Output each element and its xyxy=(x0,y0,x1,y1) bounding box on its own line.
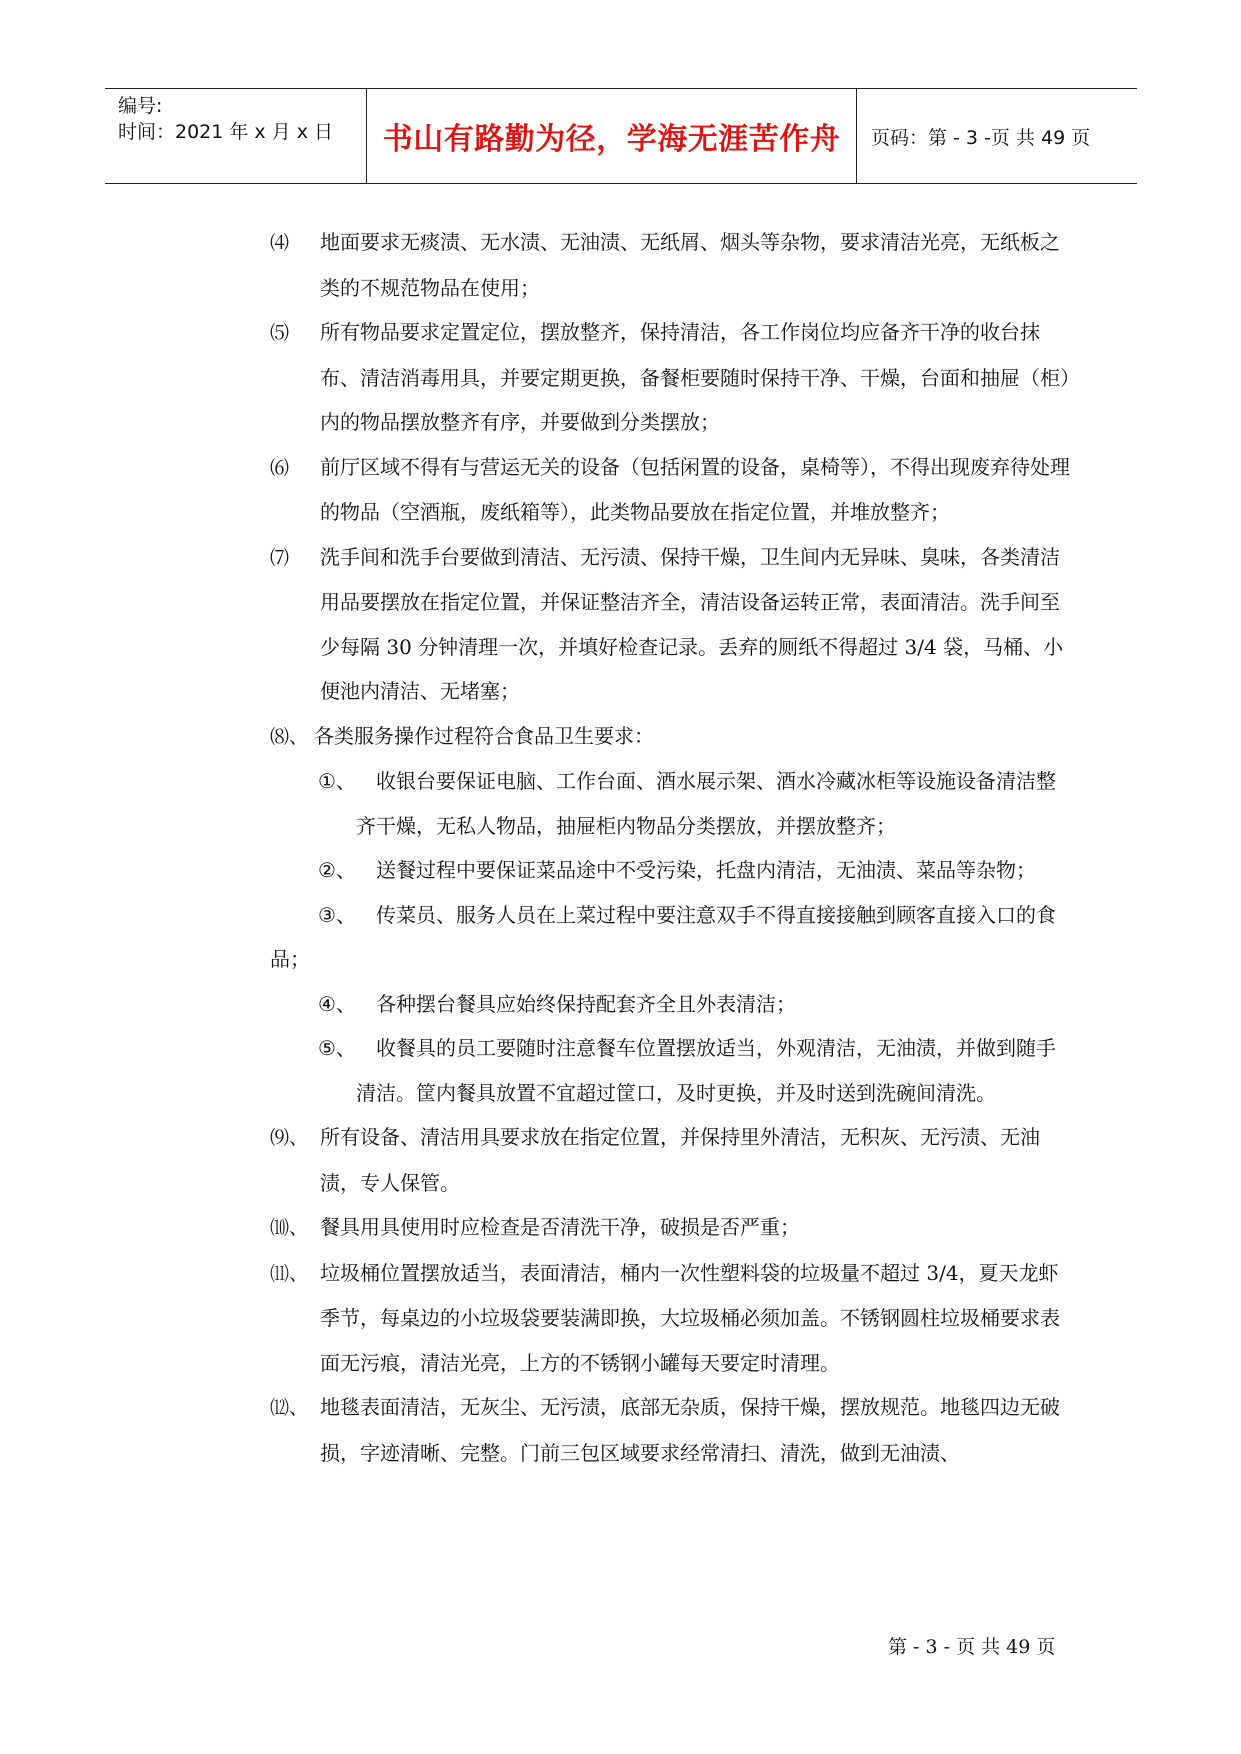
item-text: 地毯表面清洁，无灰尘、无污渍，底部无杂质，保持干燥，摆放规范。地毯四边无破损，字迹清晰、完整。门前三包区域要求经常清扫、清洗，做到无油渍、 xyxy=(320,1395,1060,1465)
sub-item xyxy=(270,759,1070,848)
header-meta xyxy=(105,89,367,183)
page-header xyxy=(105,88,1137,184)
item-text: 各类服务操作过程符合食品卫生要求： xyxy=(314,723,654,748)
sub-item-text: 送餐过程中要保证菜品途中不受污染，托盘内清洁，无油渍、菜品等杂物； xyxy=(376,858,1036,882)
sub-item xyxy=(270,848,1070,893)
item-text: 垃圾桶位置摆放适当，表面清洁，桶内一次性塑料袋的垃圾量不超过 3/4，夏天龙虾季节，每桌边的小垃圾袋要装满即换，大垃圾桶必须加盖。不锈钢圆柱垃圾桶要求表面无污痕，清洁光亮，上方的不锈钢小罐每天要定时清理。 xyxy=(320,1260,1060,1375)
list-item xyxy=(270,1251,1070,1386)
sub-item-marker: ③、 xyxy=(318,902,356,927)
sub-item-text: 各种摆台餐具应始终保持配套齐全且外表清洁； xyxy=(376,991,796,1016)
page-info-text: 页码：第 - 3 -页 共 49 页 xyxy=(871,126,1091,149)
list-item xyxy=(270,220,1070,310)
item-text: 所有设备、清洁用具要求放在指定位置，并保持里外清洁，无积灰、无污渍、无油渍，专人保管。 xyxy=(320,1125,1040,1195)
item-number: ⑸ xyxy=(270,322,290,344)
item-text: 所有物品要求定置定位，摆放整齐，保持清洁，各工作岗位均应备齐干净的收台抹布、清洁消毒用具，并要定期更换，备餐柜要随时保持干净、干燥，台面和抽屉（柜）内的物品摆放整齐有序，并要做到分类摆放； xyxy=(320,320,1070,434)
list-item xyxy=(270,310,1070,445)
item-text: 地面要求无痰渍、无水渍、无油渍、无纸屑、烟头等杂物，要求清洁光亮，无纸板之类的不规范物品在使用； xyxy=(320,230,1060,300)
sub-item-marker: ④、 xyxy=(318,991,356,1016)
page-footer: 第 - 3 - 页 共 49 页 xyxy=(888,1636,1056,1658)
item-number: ⑾、 xyxy=(270,1262,309,1285)
sub-item-text: 收银台要保证电脑、工作台面、酒水展示架、酒水冷藏冰柜等设施设备清洁整齐干燥，无私人物品，抽屉柜内物品分类摆放，并摆放整齐； xyxy=(356,769,1056,838)
motto-text: 书山有路勤为径，学海无涯苦作舟 xyxy=(382,122,841,157)
item-number: ⑺ xyxy=(270,546,290,569)
item-text: 餐具用具使用时应检查是否清洗干净，破损是否严重； xyxy=(320,1215,800,1239)
list-item xyxy=(270,445,1070,535)
time-label: 时间：2021 年 x 月 x 日 xyxy=(118,121,334,143)
item-number: ⑷ xyxy=(270,232,290,254)
item-number: ⑹ xyxy=(270,456,290,479)
header-page-info xyxy=(857,89,1137,183)
item-number: ⑿、 xyxy=(270,1397,309,1419)
list-item xyxy=(270,1385,1070,1475)
list-item xyxy=(270,535,1070,714)
sub-item-marker: ⑤、 xyxy=(318,1036,356,1060)
item-number: ⑼、 xyxy=(270,1127,309,1149)
list-item xyxy=(270,714,1070,760)
sub-item-text: 传菜员、服务人员在上菜过程中要注意双手不得直接接触到顾客直接入口的食品； xyxy=(270,902,1056,971)
item-number: ⑻、 xyxy=(270,725,309,748)
sub-item xyxy=(270,893,1070,982)
item-text: 洗手间和洗手台要做到清洁、无污渍、保持干燥，卫生间内无异味、臭味，各类清洁用品要摆放在指定位置，并保证整洁齐全，清洁设备运转正常，表面清洁。洗手间至少每隔 30 分钟清理一次，并填好检查记录。丢弃的厕纸不得超过 3/4 袋，马桶、小便池内清洁、无堵塞； xyxy=(320,544,1064,703)
header-motto xyxy=(367,89,857,183)
sub-item-marker: ①、 xyxy=(318,769,356,793)
sub-item xyxy=(270,1026,1070,1115)
number-label: 编号: xyxy=(118,95,163,117)
item-number: ⑽、 xyxy=(270,1217,309,1239)
list-item xyxy=(270,1205,1070,1251)
sub-item-marker: ②、 xyxy=(318,858,356,882)
item-text: 前厅区域不得有与营运无关的设备（包括闲置的设备，桌椅等），不得出现废弃待处理的物品（空酒瓶，废纸箱等），此类物品要放在指定位置，并堆放整齐； xyxy=(320,454,1070,524)
list-item xyxy=(270,1115,1070,1205)
document-body xyxy=(270,220,1070,1475)
sub-item xyxy=(270,982,1070,1027)
sub-item-text: 收餐具的员工要随时注意餐车位置摆放适当，外观清洁，无油渍，并做到随手清洁。筐内餐具放置不宜超过筐口，及时更换，并及时送到洗碗间清洗。 xyxy=(356,1036,1056,1105)
